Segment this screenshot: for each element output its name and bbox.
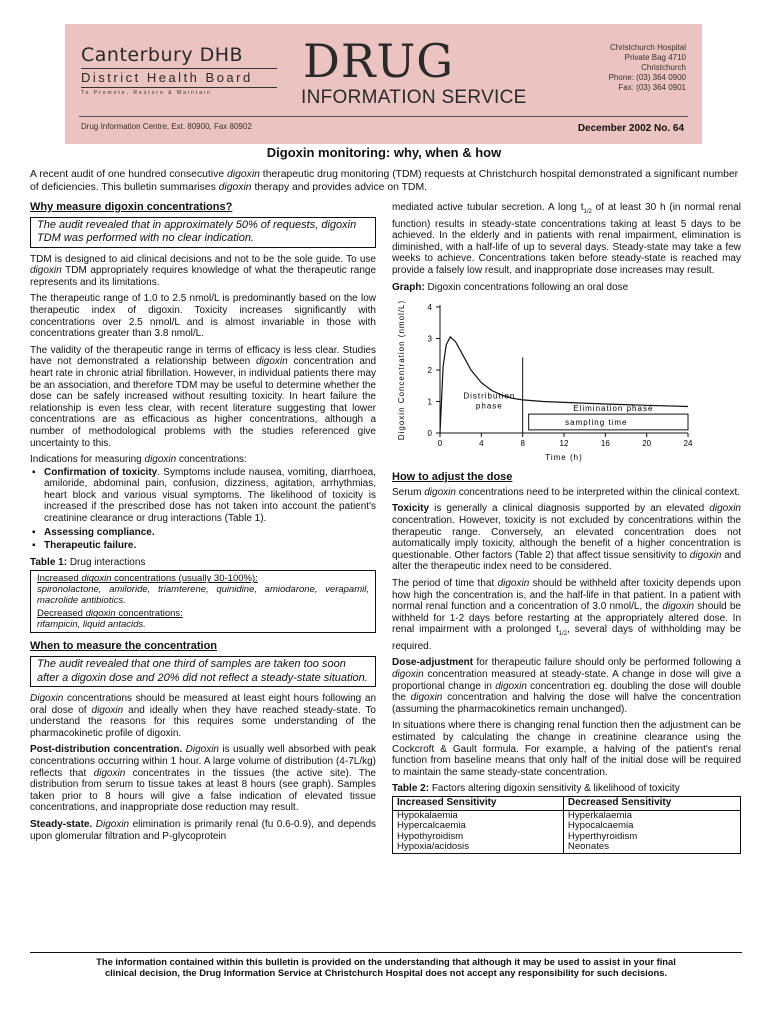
disclaimer: The information contained within this bulletin is provided on the understanding that although it may be used to assist in your final clinical decision, the Drug Information Service at Christchurch Hospital does not accept any responsibility for such decisions.	[96, 956, 676, 978]
paragraph: Post-distribution concentration. Digoxin is usually well absorbed with peak concentrations occurring within 1 hour. A large volume of distribution (4-7L/kg) reflects that digoxin concentrates in the tissues (the active site). The distribution from serum to tissue takes at least 8 hours (see graph). Samples taken prior to 8 hours will give a false indication of elevated tissue concentrations, and inappropriate dose reduction may result.	[30, 744, 376, 814]
y-tick-label: 0	[427, 429, 432, 439]
section-heading-why: Why measure digoxin concentrations?	[30, 201, 233, 213]
y-tick-label: 1	[427, 397, 432, 407]
list-item: ▪ Assessing compliance.	[44, 527, 376, 539]
masthead	[65, 24, 702, 144]
x-tick-label: 8	[520, 439, 525, 449]
audit-callout-1: The audit revealed that in approximately 50% of requests, digoxin TDM was performed with no clear indication.	[30, 217, 376, 248]
paragraph: Serum digoxin concentrations need to be interpreted within the clinical context.	[392, 486, 740, 498]
x-tick-label: 16	[600, 439, 610, 449]
org-rule	[81, 68, 277, 69]
org-rule-2	[81, 87, 277, 88]
section-heading-adjust: How to adjust the dose	[392, 471, 513, 484]
fax-number: Fax: (03) 364 0901	[618, 83, 686, 92]
intro-paragraph: A recent audit of one hundred consecutive digoxin therapeutic drug monitoring (TDM) requests at Christchurch hospital demonstrated a significant number of deficiencies. This bulletin summarises digoxin therapy and provides advice on TDM.	[30, 169, 739, 193]
table-cell: Hyperkalaemia	[563, 810, 740, 821]
paragraph: In situations where there is changing renal function then the adjustment can be estimated by calculating the change in creatinine clearance using the Cockcroft & Gault formula. For example, a halving of the patient's renal function from baseline means that only half of the initial dose will be required to maintain the same steady-state concentration.	[392, 720, 741, 778]
x-tick-label: 4	[479, 439, 484, 449]
left-column	[30, 202, 376, 847]
table-cell: Hypoxia/acidosis	[393, 842, 564, 853]
org-motto: To Promote, Restore & Maintain	[81, 90, 212, 96]
table1-caption: Table 1: Drug interactions	[30, 556, 146, 568]
header-divider	[79, 116, 688, 117]
paragraph: Dose-adjustment for therapeutic failure should only be performed following a digoxin concentration measured at steady-state. A change in dose will give a proportional change in digoxin concentration eg. doubling the dose will double the digoxin concentration and halving the dose will halve the concentration (assuming the pharmacokinetics remain unchanged).	[392, 657, 741, 715]
table-cell: Hyperthyroidism	[563, 832, 740, 843]
distribution-label: Distribution	[463, 391, 516, 401]
column-header: Decreased Sensitivity	[563, 797, 740, 811]
paragraph: mediated active tubular secretion. A long $t_{1/2}$ of at least 30 h (in normal renal function) results in steady-state concentrations taking at least 5 days to be achieved. In the elderly and in patients with renal impairment, elimination is diminished, with a half-life of up to several days. Steady-state may take a few weeks to achieve. Concentrations taken before steady-state is reached may provide a falsely low result, and inappropriate dose increases may result.	[392, 202, 741, 276]
table-cell: Hypocalcaemia	[563, 821, 740, 832]
drug-logo: DRUG	[303, 34, 455, 88]
table-cell: Hypothyroidism	[393, 832, 564, 843]
page-title: Digoxin monitoring: why, when & how	[266, 145, 502, 160]
table-header-row	[393, 797, 741, 811]
table2-sensitivity	[392, 796, 741, 854]
y-axis-label: Digoxin Concentration (nmol/L)	[397, 300, 406, 441]
x-tick-label: 20	[642, 439, 652, 449]
paragraph: The validity of the therapeutic range in terms of efficacy is less clear. Studies have not demonstrated a relationship between digoxin concentration and heart rate in chronic atrial fibrillation. However, in individual patients there may be an association, and therefore TDM may be useful to determine whether the dose can be safely increased without resulting toxicity. In heart failure the relationship is even less clear, with recent literature suggesting that lower concentrations are as efficacious as higher concentrations, although a number of methodological problems with the studies referenced give uncertainty to this.	[30, 344, 377, 449]
table2-caption: Table 2: Factors altering digoxin sensitivity & likelihood of toxicity	[392, 783, 680, 795]
org-name: Canterbury DHB	[81, 44, 244, 66]
table-cell: Hypercalcaemia	[393, 821, 564, 832]
y-tick-label: 2	[427, 366, 432, 376]
paragraph: TDM is designed to aid clinical decisions and not to be the sole guide. To use digoxin TDM appropriately requires knowledge of what the therapeutic range represents and its limitations.	[30, 253, 376, 288]
issue-date: December 2002 No. 64	[577, 123, 684, 134]
indications-intro: Indications for measuring digoxin concentrations:	[30, 454, 247, 466]
x-axis-label: Time (h)	[545, 453, 583, 463]
address-block	[609, 43, 686, 93]
org-subtitle: District Health Board	[81, 70, 253, 85]
table1-drug-interactions	[30, 570, 376, 633]
x-tick-label: 12	[559, 439, 569, 449]
concentration-line	[440, 337, 688, 433]
chart-svg	[392, 295, 741, 469]
y-tick-label: 3	[427, 334, 432, 344]
right-column	[392, 202, 741, 854]
increased-list: spironolactone, amiloride, triamterene, quinidine, amiodarone, verapamil, macrolide antibiotics.	[37, 584, 369, 607]
list-item: ▪ Therapeutic failure.	[44, 540, 376, 552]
table-cell: Neonates	[563, 842, 740, 853]
decreased-heading: Decreased digoxin concentrations:	[37, 608, 183, 620]
audit-callout-2: The audit revealed that one third of samples are taken too soon after a digoxin dose and 20% did not reflect a steady-state situation.	[30, 656, 376, 687]
decreased-list: rifampicin, liquid antacids.	[37, 619, 146, 631]
column-header: Increased Sensitivity	[393, 797, 564, 811]
table-row	[393, 842, 741, 853]
address-line: Christchurch	[641, 63, 686, 72]
graph-caption: Graph: Digoxin concentrations following an oral dose	[392, 281, 629, 293]
paragraph: The period of time that digoxin should be withheld after toxicity depends upon how high the concentration is, and the half-life in that patient. In a patient with normal renal function and a concentration of 3.0 nmol/L, the digoxin should be withheld for 1-2 days before restarting at the appropriately altered dose. In renal impairment with a prolonged $t_{1/2}$, several days of withholding may be required.	[392, 577, 741, 652]
paragraph: Digoxin concentrations should be measured at least eight hours following an oral dose of digoxin and ideally when they have reached steady-state. To understand the reasons for this requires some understanding of the pharmacokinetic profile of digoxin.	[30, 693, 376, 739]
footer-divider	[30, 952, 742, 953]
elimination-label: Elimination phase	[573, 404, 654, 414]
service-name: INFORMATION SERVICE	[301, 87, 527, 108]
indications-list	[30, 467, 376, 552]
address-line: Private Bag 4710	[624, 53, 686, 62]
section-heading-when: When to measure the concentration	[30, 640, 218, 653]
paragraph: The therapeutic range of 1.0 to 2.5 nmol/L is predominantly based on the low therapeutic index of digoxin. Toxicity increases significantly with concentrations over 2.5 nmol/L and is almost invariable in those with concentrations greater than 3.8 nmol/L.	[30, 293, 376, 340]
x-tick-label: 24	[683, 439, 693, 449]
centre-contact: Drug Information Centre, Ext. 80900, Fax 80902	[81, 122, 252, 131]
list-item: ▪ Confirmation of toxicity. Symptoms include nausea, vomiting, diarrhoea, amiloride, abdominal pain, confusion, dizziness, agitation, arrhythmias, heart block and various visual symptoms. The likelihood of toxicity is increased if the prescribed dose has not taken into account the patient's creatinine clearance or drug interactions (Table 1).	[44, 467, 376, 525]
address-line: Christchurch Hospital	[609, 43, 686, 52]
paragraph: Toxicity is generally a clinical diagnosis supported by an elevated digoxin concentration. However, toxicity is not excluded by concentrations within the therapeutic range. Conversely, an elevated concentration does not automatically imply toxicity, although the benefit of a higher concentration is questionable. Other factors (Table 2) that affect tissue sensitivity to digoxin and alter the therapeutic index need to be considered.	[392, 503, 742, 573]
increased-heading: Increased digoxin concentrations (usually 30-100%):	[37, 573, 258, 585]
paragraph: Steady-state. Digoxin elimination is primarily renal (fu 0.6-0.9), and depends upon glomerular filtration and P-glycoprotein	[30, 818, 377, 842]
digoxin-concentration-chart	[392, 295, 741, 469]
distribution-label: phase	[475, 401, 503, 411]
table-cell: Hypokalaemia	[393, 810, 564, 821]
y-tick-label: 4	[427, 303, 432, 313]
x-tick-label: 0	[437, 439, 443, 449]
sampling-label: sampling time	[565, 417, 628, 427]
phone-number: Phone: (03) 364 0900	[608, 73, 686, 82]
